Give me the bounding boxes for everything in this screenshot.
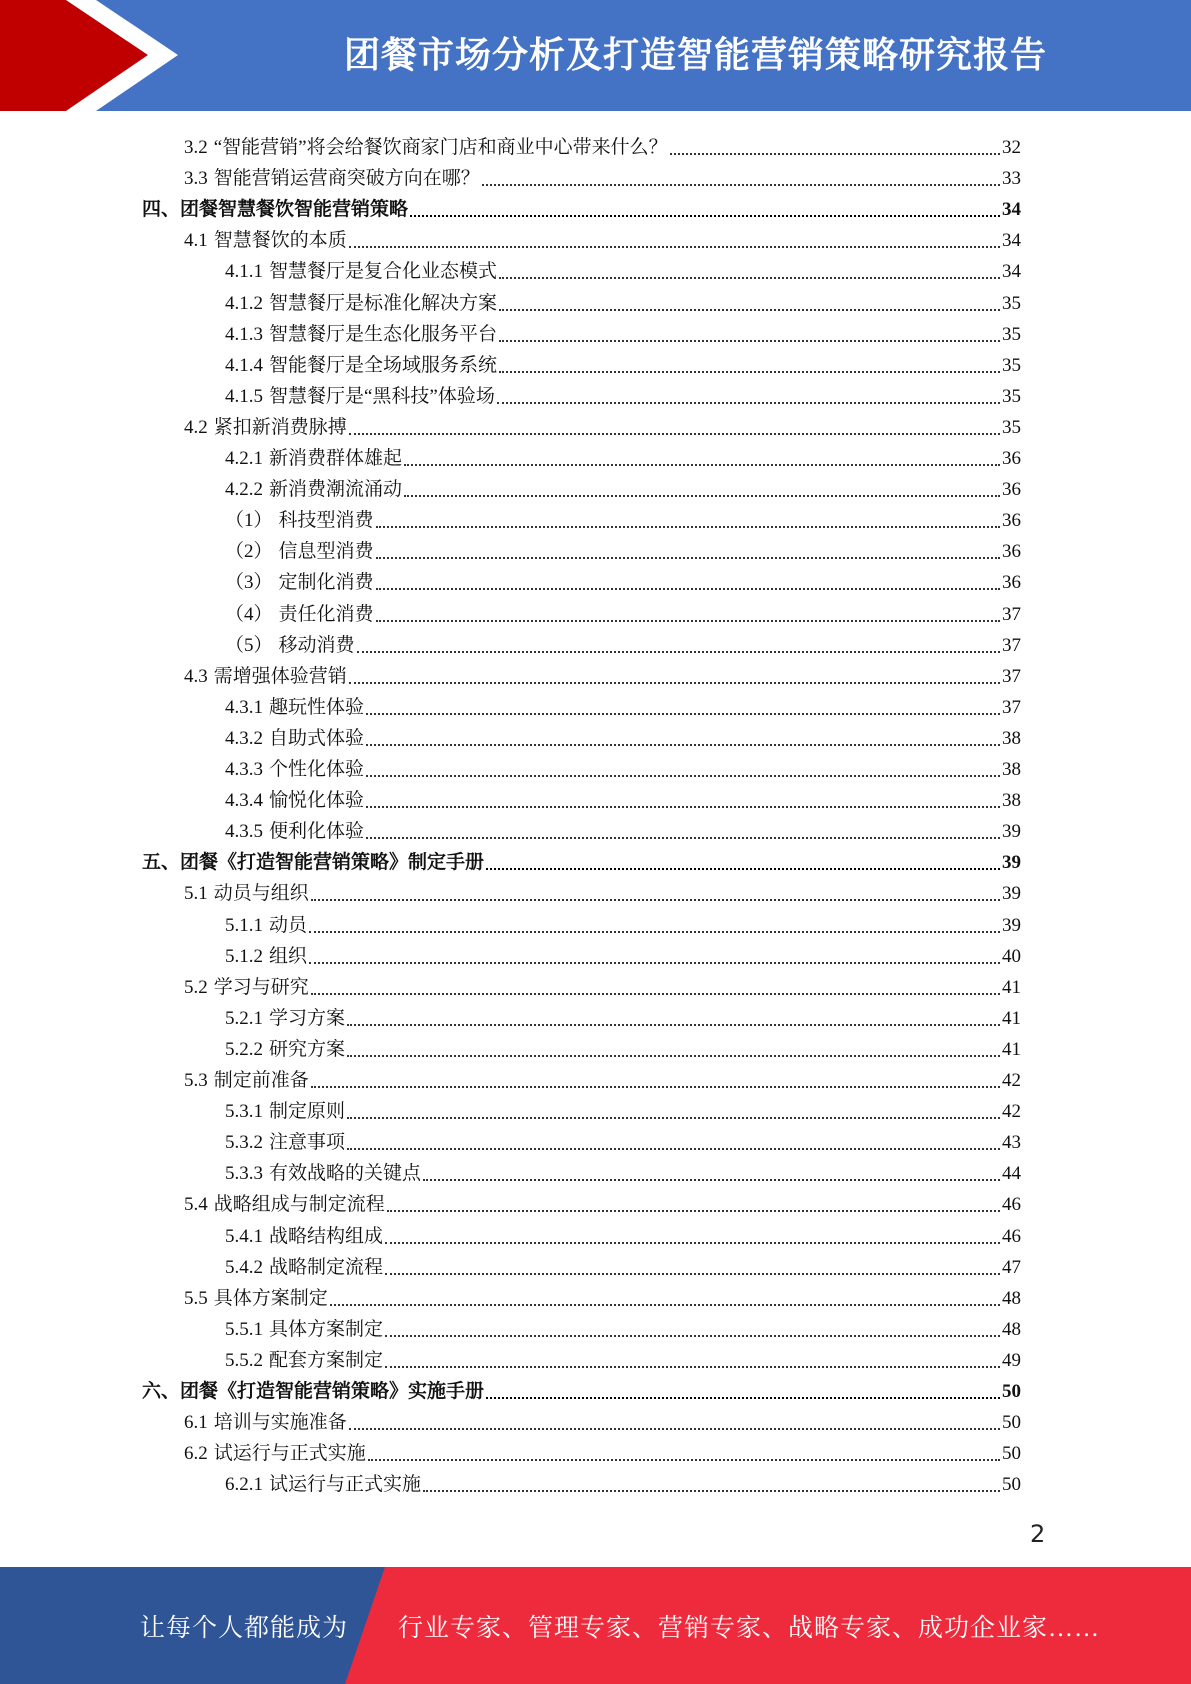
toc-entry[interactable] [184,1185,1021,1216]
toc-entry-page: 35 [1002,354,1021,376]
toc-entry-number: 4.1.2 [225,292,263,314]
toc-entry[interactable] [225,1123,1021,1154]
toc-entry-number: 5.2.1 [225,1007,263,1029]
toc-entry-number: 5.3.3 [225,1163,263,1185]
toc-entry-number: 4.3.5 [225,821,263,843]
toc-entry[interactable] [225,812,1021,843]
toc-entry-page: 36 [1002,510,1021,532]
toc-dot-leader [385,1366,1000,1368]
toc-entry-title: 战略结构组成 [269,1225,384,1247]
toc-entry-page: 39 [1002,821,1021,843]
toc-dot-leader [311,1086,1000,1088]
footer-slogan-left: 让每个人都能成为 [140,1614,349,1642]
toc-dot-leader [311,899,1000,901]
toc-entry[interactable] [225,595,1021,626]
toc-entry-title: 配套方案制定 [269,1349,384,1371]
toc-dot-leader [330,1304,1000,1306]
toc-dot-leader [376,620,1000,622]
toc-dot-leader [410,215,1000,217]
toc-dot-leader [486,868,1000,870]
toc-dot-leader [368,1459,1000,1461]
toc-entry-number: 4.2.1 [225,448,263,469]
toc-entry-page: 36 [1002,448,1021,469]
toc-entry[interactable] [225,1217,1021,1248]
toc-entry-number: 3.3 [184,168,208,190]
toc-entry-title: 新消费潮流涌动 [269,479,403,501]
toc-entry-number: 5.3 [184,1070,208,1091]
toc-entry[interactable] [225,1465,1021,1496]
toc-entry-number: 4.2 [184,416,208,438]
toc-entry-number: 5.4.1 [225,1225,263,1247]
toc-dot-leader [404,495,1000,497]
page-footer [0,1567,1191,1684]
toc-dot-leader [482,184,1000,186]
toc-entry[interactable] [184,1403,1021,1434]
toc-entry-number: 4.1.4 [225,354,263,376]
toc-entry-number: 4.1 [184,230,208,252]
toc-dot-leader [385,1242,1000,1244]
toc-dot-leader [347,1117,1000,1119]
toc-entry[interactable] [184,221,1021,252]
toc-entry[interactable] [225,532,1021,563]
toc-entry-number: 3.2 [184,137,208,158]
toc-entry-page: 36 [1002,479,1021,501]
toc-entry-number: 4.3.3 [225,759,263,780]
toc-entry-page: 35 [1002,416,1021,438]
toc-entry-page: 33 [1002,168,1021,190]
toc-dot-leader [347,1055,1000,1057]
toc-entry[interactable] [225,315,1021,346]
toc-entry-title: 智慧餐厅是复合化业态模式 [269,261,498,283]
toc-dot-leader [349,246,1000,248]
toc-entry-title: 学习与研究 [213,976,309,998]
toc-dot-leader [349,682,1000,684]
toc-entry-page: 35 [1002,323,1021,345]
toc-entry-number: 5.1 [184,883,208,905]
toc-entry[interactable] [225,937,1021,968]
toc-dot-leader [366,713,1000,715]
toc-entry-number: 5.1.1 [225,914,263,936]
toc-entry-page: 37 [1002,634,1021,656]
toc-entry-page: 41 [1002,1038,1021,1060]
toc-entry-page: 34 [1002,230,1021,252]
toc-entry-number: 5.1.2 [225,945,263,967]
toc-entry[interactable] [225,252,1021,283]
toc-entry-title: 新消费群体雄起 [269,448,403,469]
toc-entry[interactable] [225,439,1021,470]
toc-entry-title: 学习方案 [269,1007,346,1029]
toc-entry-title: 趣玩性体验 [269,696,365,718]
report-title: 团餐市场分析及打造智能营销策略研究报告 [343,34,1047,76]
toc-entry-title: 战略组成与制定流程 [213,1194,385,1216]
toc-entry-page: 38 [1002,790,1021,812]
toc-entry-page: 37 [1002,603,1021,625]
toc-entry-title: 科技型消费 [278,510,374,532]
toc-entry-title: 四、团餐智慧餐饮智能营销策略 [142,199,409,221]
toc-dot-leader [423,1179,1000,1181]
toc-entry[interactable] [225,750,1021,781]
toc-dot-leader [497,402,1000,404]
toc-entry-number: 4.1.5 [225,385,263,407]
toc-entry[interactable] [225,1154,1021,1185]
toc-entry-title: 试运行与正式实施 [269,1474,422,1496]
toc-entry-title: 责任化消费 [278,603,374,625]
toc-chapter-entry[interactable] [142,190,1021,221]
toc-entry-number: 5.4 [184,1194,208,1216]
toc-entry-number: 4.3 [184,665,208,687]
toc-entry-title: 自助式体验 [269,727,365,749]
toc-dot-leader [376,588,1000,590]
toc-entry[interactable] [225,688,1021,719]
toc-entry-page: 34 [1002,261,1021,283]
toc-entry[interactable] [184,968,1021,999]
toc-entry[interactable] [225,501,1021,532]
toc-entry-page: 50 [1002,1443,1021,1465]
toc-entry-page: 48 [1002,1287,1021,1309]
toc-entry-page: 48 [1002,1318,1021,1340]
toc-entry[interactable] [225,999,1021,1030]
toc-entry-page: 38 [1002,759,1021,780]
toc-entry-title: 定制化消费 [278,572,374,594]
toc-entry-title: “智能营销”将会给餐饮商家门店和商业中心带来什么？ [213,137,668,158]
toc-entry-number: 6.2 [184,1443,208,1465]
toc-entry-title: 注意事项 [269,1132,346,1154]
toc-entry-title: 培训与实施准备 [213,1412,347,1434]
toc-entry-page: 34 [1002,199,1021,221]
toc-entry-page: 40 [1002,945,1021,967]
toc-entry-number: 4.1.1 [225,261,263,283]
toc-entry[interactable] [225,781,1021,812]
toc-entry[interactable] [184,159,1021,190]
toc-entry-number: 6.2.1 [225,1474,263,1496]
toc-entry[interactable] [225,377,1021,408]
footer-slogan-right: 行业专家、管理专家、营销专家、战略专家、成功企业家…… [398,1614,1101,1642]
toc-entry-number: 5.5.1 [225,1318,263,1340]
toc-entry-title: 智慧餐厅是生态化服务平台 [269,323,498,345]
toc-entry-title: 具体方案制定 [213,1287,328,1309]
toc-entry[interactable] [225,1092,1021,1123]
page-number: 2 [1030,1520,1046,1548]
toc-dot-leader [376,557,1000,559]
toc-entry-page: 49 [1002,1349,1021,1371]
toc-entry-page: 42 [1002,1101,1021,1123]
toc-entry-number: 5.2 [184,976,208,998]
toc-entry-number: 5.5 [184,1287,208,1309]
toc-dot-leader [366,775,1000,777]
toc-entry-number: （5） [225,634,273,656]
toc-entry[interactable] [225,470,1021,501]
toc-dot-leader [486,1397,1000,1399]
toc-entry-title: 制定前准备 [213,1070,309,1091]
toc-entry-title: 信息型消费 [278,541,374,563]
toc-entry-page: 50 [1002,1381,1021,1402]
toc-entry-title: 需增强体验营销 [213,665,347,687]
toc-entry-number: 4.3.2 [225,727,263,749]
toc-dot-leader [385,1273,1000,1275]
toc-entry-number: 4.3.4 [225,790,263,812]
toc-entry-page: 44 [1002,1163,1021,1185]
toc-entry[interactable] [184,657,1021,688]
toc-chapter-entry[interactable] [142,1372,1021,1403]
toc-entry-page: 39 [1002,883,1021,905]
toc-entry-number: 4.2.2 [225,479,263,501]
toc-entry-page: 35 [1002,292,1021,314]
toc-entry-title: 愉悦化体验 [269,790,365,812]
toc-entry-page: 36 [1002,541,1021,563]
toc-entry[interactable] [184,1434,1021,1465]
toc-entry-number: 5.5.2 [225,1349,263,1371]
toc-entry-page: 43 [1002,1132,1021,1154]
toc-dot-leader [387,1210,1000,1212]
toc-entry-title: 研究方案 [269,1038,346,1060]
toc-dot-leader [670,153,1000,155]
toc-dot-leader [357,651,1000,653]
toc-entry[interactable] [184,128,1021,159]
toc-entry[interactable] [225,906,1021,937]
toc-entry-title: 有效战略的关键点 [269,1163,422,1185]
toc-entry[interactable] [184,874,1021,905]
toc-entry-page: 32 [1002,137,1021,158]
toc-dot-leader [499,309,1000,311]
toc-dot-leader [376,526,1000,528]
toc-entry-title: 智慧餐厅是标准化解决方案 [269,292,498,314]
toc-dot-leader [423,1490,1000,1492]
toc-entry-page: 50 [1002,1474,1021,1496]
toc-entry-page: 41 [1002,1007,1021,1029]
toc-entry-title: 移动消费 [278,634,355,656]
toc-entry-number: （1） [225,510,273,532]
toc-entry-title: 组织 [269,945,308,967]
toc-entry[interactable] [225,284,1021,315]
toc-entry-title: 动员与组织 [213,883,309,905]
toc-dot-leader [499,371,1000,373]
toc-entry-title: 智能餐厅是全场域服务系统 [269,354,498,376]
toc-dot-leader [385,1335,1000,1337]
toc-dot-leader [347,1148,1000,1150]
toc-entry[interactable] [184,408,1021,439]
toc-entry-title: 试运行与正式实施 [213,1443,366,1465]
toc-dot-leader [499,277,1000,279]
toc-entry[interactable] [184,1279,1021,1310]
toc-entry-title: 便利化体验 [269,821,365,843]
toc-entry-page: 41 [1002,976,1021,998]
toc-entry[interactable] [225,1030,1021,1061]
toc-entry-title: 具体方案制定 [269,1318,384,1340]
toc-entry-title: 个性化体验 [269,759,365,780]
toc-entry-title: 智慧餐厅是“黑科技”体验场 [269,385,495,407]
toc-entry-page: 39 [1002,852,1021,874]
toc-dot-leader [366,806,1000,808]
toc-entry-page: 46 [1002,1194,1021,1216]
toc-entry-page: 35 [1002,385,1021,407]
toc-entry-number: 6.1 [184,1412,208,1434]
toc-dot-leader [309,931,1000,933]
toc-entry-title: 制定原则 [269,1101,346,1123]
toc-entry-title: 紧扣新消费脉搏 [213,416,347,438]
toc-entry-page: 36 [1002,572,1021,594]
toc-dot-leader [309,962,1000,964]
toc-entry-page: 37 [1002,696,1021,718]
toc-entry-page: 39 [1002,914,1021,936]
toc-dot-leader [366,744,1000,746]
toc-dot-leader [366,837,1000,839]
toc-entry-page: 38 [1002,727,1021,749]
toc-entry-page: 47 [1002,1256,1021,1278]
toc-entry-title: 智能营销运营商突破方向在哪？ [213,168,480,190]
toc-entry[interactable] [225,626,1021,657]
toc-entry-title: 智慧餐饮的本质 [213,230,347,252]
toc-entry-title: 战略制定流程 [269,1256,384,1278]
toc-entry[interactable] [225,1248,1021,1279]
toc-entry-number: （2） [225,541,273,563]
toc-entry-number: 5.3.2 [225,1132,263,1154]
toc-chapter-entry[interactable] [142,843,1021,874]
toc-dot-leader [404,464,1000,466]
toc-entry[interactable] [184,1061,1021,1092]
toc-entry[interactable] [225,1341,1021,1372]
toc-entry-number: 4.1.3 [225,323,263,345]
toc-entry[interactable] [225,1310,1021,1341]
toc-entry[interactable] [225,563,1021,594]
toc-entry-page: 42 [1002,1070,1021,1091]
toc-dot-leader [499,340,1000,342]
toc-entry[interactable] [225,719,1021,750]
toc-entry-number: 5.3.1 [225,1101,263,1123]
toc-entry-title: 动员 [269,914,308,936]
toc-dot-leader [347,1024,1000,1026]
toc-entry-number: 5.2.2 [225,1038,263,1060]
toc-entry-page: 37 [1002,665,1021,687]
toc-entry[interactable] [225,346,1021,377]
toc-entry-page: 46 [1002,1225,1021,1247]
toc-entry-number: 5.4.2 [225,1256,263,1278]
toc-entry-title: 六、团餐《打造智能营销策略》实施手册 [142,1381,485,1402]
toc-entry-page: 50 [1002,1412,1021,1434]
toc-entry-number: （3） [225,572,273,594]
toc-dot-leader [311,993,1000,995]
toc-entry-title: 五、团餐《打造智能营销策略》制定手册 [142,852,485,874]
toc-entry-number: 4.3.1 [225,696,263,718]
toc-dot-leader [349,433,1000,435]
page-header [0,0,1191,111]
toc-dot-leader [349,1428,1000,1430]
toc-entry-number: （4） [225,603,273,625]
